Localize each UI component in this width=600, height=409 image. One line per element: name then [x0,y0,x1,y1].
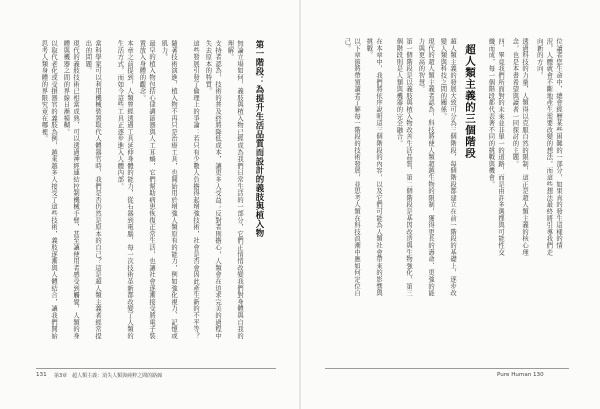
page-number: 130 [533,372,544,378]
body-paragraph: 現代的超人類主義者認為，科技將使人類超越生物的限制，獲得更長的壽命、更強的能力與更高的智慧。 [417,38,434,297]
body-paragraph: 隨著技術演進，植入物不再只是治療工具，也開始用於增強人類原有的能力，例如強化視力、記憶或肌力。 [160,40,177,340]
body-paragraph: 支持者認為，技術的普及終將降低成本，讓更多人受益；反對者則擔心，人類會在追求完美的過程中失去原本的特質。 [204,40,221,340]
body-paragraph: 現代的義肢技術已相當成熟，可以透過神經連結控制機械手臂，甚至讓使用者感受到觸覺，人類的身體與機器之間的界線日漸模糊。 [62,40,79,340]
body-paragraph: 透過科技的力量，人類得以克服自然的限制，這正是超人類主義的核心理念，也是本書希望與讀者一同探討的主題。 [511,38,528,256]
body-paragraph: 本章之前提到，人類曾經透過工具延伸身體的能力，從石器到電腦，每一次技術革新都改變了人類的生活方式，而如今這些工具正逐步進入人體內部。 [116,40,133,340]
footer-rule [325,368,569,369]
section-heading: 超人類主義的三個階段 [464,44,476,159]
body-paragraph: 這些發展引發了倫理上的爭論：若只有少數人負擔得起增強技術，社會是否會因此產生新的不平等？ [192,40,199,340]
footer-rule [36,368,276,369]
body-paragraph: 以取代老化或受損器官的義肢為例，越來越多人接受了這些技術，義肢逐漸與人體結合，讓我們開始思考人類身體的界限究竟在哪裡。 [40,40,57,340]
body-paragraph: 超人類主義的發展大致可分為三個階段，每個階段都建立在前一階段的基礎上，逐步改變人類與科技之間的關係。 [439,38,456,297]
body-paragraph: 在本章中，我們將依序說明這三個階段的內容，以及它們可能為人類社會帶來的影響與挑戰。 [365,38,382,297]
body-paragraph: 位讀者您生命中，總會經歷某些困難的一部分，如果真的發生這樣的情況，人體就會不斷地產生需要改變的想法，而這些想法最終將引導我們走向新的方向。 [535,38,562,256]
body-paragraph: 以下章節將帶領讀者了解每一階段的技術發展，並思考人類在科技浪潮中應如何定位自己。 [343,38,360,297]
running-footer: Pure Human [497,372,532,378]
running-footer: 第3章 超人類主義：消失人類與純粹之間的路線 [54,373,163,379]
right-page [301,0,600,409]
page-number: 131 [36,372,47,378]
body-paragraph: 四、畢竟我們所面對的未來並非單一的道路，而是由許多選擇與可能性交織而成，每一個階段都代表著不同的挑戰與機會。 [487,38,504,256]
body-paragraph: 第一個階段是以義肢與植入物改善生活品質，第二個階段是基因改造與生物強化，第三個階段則是人類與機器的完全融合。 [395,38,412,297]
body-paragraph: 最早的植入物包括心律調節器與人工耳蝸，它們幫助病患恢復正常生活，也讓社會逐漸接受將電子裝置放入身體的觀念。 [138,40,155,340]
section-heading: 第一階段：為提升生活品質而設計的義肢與植入物 [255,40,265,238]
left-page [0,0,299,409]
body-paragraph: 當科學家可以利用機械裝置取代人體器官時，我們是否仍然是原本的自己？這是超人類主義者經常提出的問題。 [84,40,101,340]
body-paragraph: 無論立場如何，義肢與植入物已經成為我們日常生活的一部分，它們正悄悄改變我們對身體與自我的理解。 [226,40,243,340]
